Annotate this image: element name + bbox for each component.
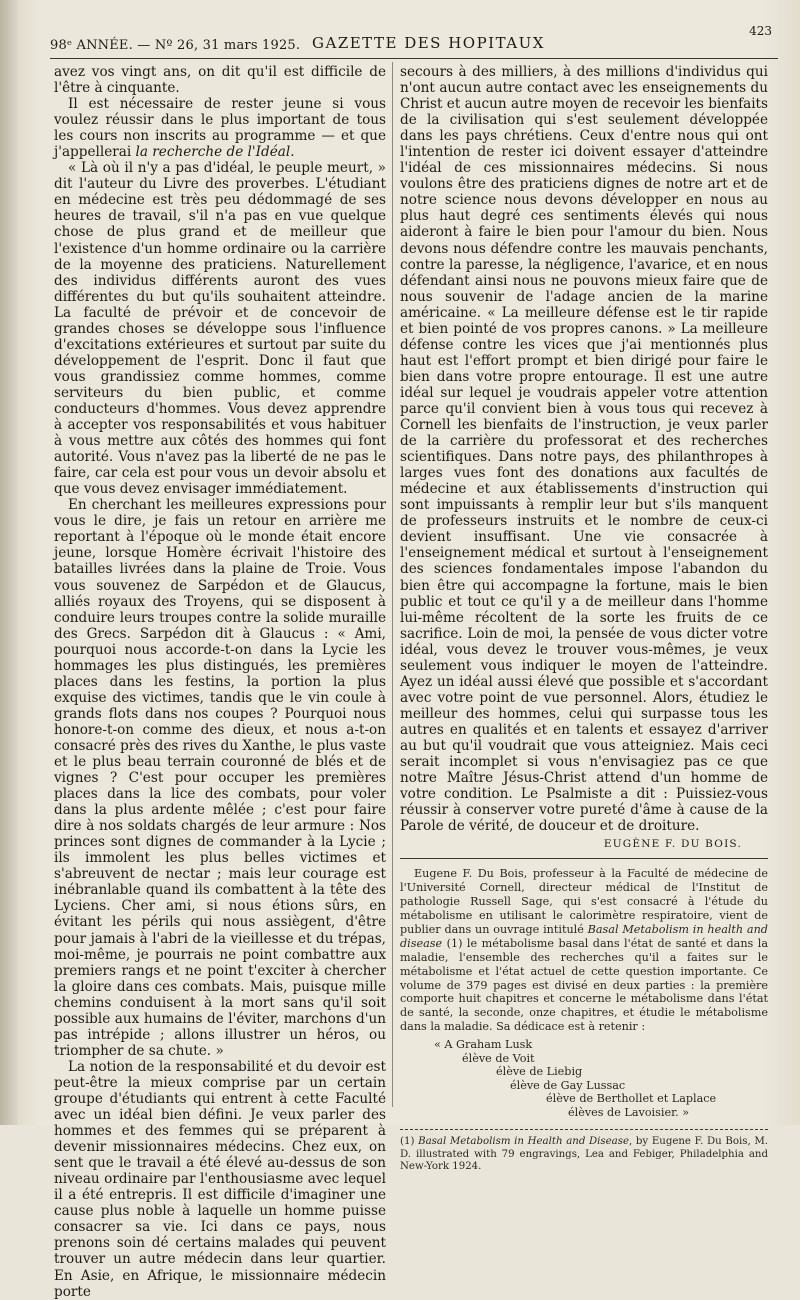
issue-info: 98ᵉ ANNÉE. — Nº 26, 31 mars 1925. — [50, 38, 301, 53]
paragraph: secours à des milliers, à des millions d'individus qui n'ont aucun autre contact avec les enseignements du Christ et aucun autre moyen de recevoir les bienfaits de la civilisation qui s'est seulement développée dans les pays chrétiens. Ceux d'entre nous qui ont l'intention de rester ici doivent essayer d'atteindre l'idéal de ces missionnaires médecins. Si nous voulons être des praticiens dignes de notre art et de notre science nous devons développer en nous au plus haut degré ces sentiments élevés qui nous aideront à faire le bien pour l'amour du bien. Nous devons nous défendre contre les mauvais penchants, contre la paresse, la négligence, l'avarice, et en nous défendant ainsi nous ne pouvons mieux faire que de nous souvenir de l'adage ancien de la marine américaine. « La meilleure défense est le tir rapide et bien pointé de vos propres canons. » La meilleure défense contre les vices que j'ai mentionnés plus haut est l'effort prompt et bien dirigé pour faire le bien dans votre propre entourage. Il est une autre idéal sur lequel je voudrais appeler votre attention parce qu'il convient bien à vous tous qui recevez à Cornell les bienfaits de l'instruction, je veux parler de la carrière du professorat et des recherches scientifiques. Dans notre pays, des philanthropes à larges vues font des donations aux facultés de médecine et aux établissements d'instruction qui sont impuissants à remplir leur but s'ils manquent de professeurs instruits et le nombre de ceux-ci devient insuffisant. Une vie consacrée à l'enseignement médical et surtout à l'enseignement des sciences fondamentales impose l'abandon du bien être qui accompagne la fortune, mais le bien public et tout ce qu'il y a de meilleur dans l'homme lui-même récoltent de la sorte les fruits de ce sacrifice. Loin de moi, la pensée de vous dicter votre idéal, vous devez le trouver vous-mêmes, je veux seulement vous indiquer le moyen de l'atteindre. Ayez un idéal aussi élevé que possible et s'accordant avec votre point de vue personnel. Alors, étudiez le meilleur des hommes, celui qui surpasse tous les autres en qualités et en talents et essayez d'arriver au but qu'il voudrait que vous atteigniez. Mais ceci serait incomplet si vous n'envisagiez pas ce que notre Maître Jésus-Christ attend d'un homme de votre condition. Le Psalmiste a dit : Puissiez-vous réussir à conserver votre pureté d'âme à cause de la Parole de vérité, de douceur et de droiture. — [400, 64, 768, 835]
paragraph: En cherchant les meilleures expressions pour vous le dire, je fais un retour en arrière me reportant à l'époque où le monde était encore jeune, lorsque Homère écrivait l'histoire des batailles livrées dans la plaine de Troie. Vous vous souvenez de Sarpédon et de Glaucus, alliés royaux des Troyens, qui se disposent à conduire leurs troupes contre la solide muraille des Grecs. Sarpédon dit à Glaucus : « Ami, pourquoi nous accorde-t-on dans la Lycie les hommages les plus distingués, les premières places dans les festins, la portion la plus exquise des victimes, tandis que le vin coule à grands flots dans nos coupes ? Pourquoi nous honore-t-on comme des dieux, et nous a-t-on consacré près des rives du Xanthe, le plus vaste et le plus beau terrain couronné de blés et de vignes ? C'est pour occuper les premières places dans la lice des combats, pour voler dans la plus ardente mêlée ; c'est pour faire dire à nos soldats chargés de leur armure : Nos princes sont dignes de commander à la Lycie ; ils immolent les plus belles victimes et s'abreuvent de nectar ; mais leur courage est inébranlable quand ils combattent à la tête des Lyciens. Cher ami, si nous étions sûrs, en évitant les périls qui nous assiègent, d'être pour jamais à l'abri de la vieillesse et du trépas, moi-même, je pourrais ne point combattre aux premiers rangs et ne point t'exciter à chercher la gloire dans ces combats. Mais, puisque mille chemins conduisent à la mort sans qu'il soit possible aux humains de l'éviter, marchons d'un pas intrépide ; allons illustrer un héros, ou triompher de sa chute. » — [54, 497, 386, 1059]
paragraph: La notion de la responsabilité et du devoir est peut-être la mieux comprise par un certain groupe d'étudiants qui entrent à cette Faculté avec un idéal bien défini. Je veux parler des hommes et des femmes qui se préparent à devenir missionnaires médecins. Chez eux, on sent que le travail a été élevé au-dessus de son niveau ordinaire par l'enthousiasme avec lequel il a été entrepris. Il est difficile d'imaginer une cause plus noble à laquelle un homme puisse consacrer sa vie. Ici dans ce pays, nous prenons soin dé certains malades qui peuvent trouver un autre médecin dans leur quartier. En Asie, en Afrique, le missionnaire médecin porte — [54, 1058, 386, 1300]
book-notice — [400, 867, 768, 1174]
notice-paragraph — [400, 867, 768, 1034]
emphasis-text: la recherche de l'Idéal. — [135, 144, 295, 161]
footnote-title: Basal Metabolism in Health and Disease — [418, 1136, 630, 1148]
notice-text: Eugene F. Du Bois, professeur à la Faculté de médecine de l'Université Cornell, directeur médical de l'Institut de pathologie Russell Sage, qui s'est consacré à l'étude du métabolisme en utilisant le calorimètre respiratoire, vient de publier dans un ouvrage intitulé — [400, 867, 768, 936]
journal-title: GAZETTE DES HOPITAUX — [312, 34, 545, 52]
footnote-number: (1) — [400, 1136, 419, 1148]
page-header — [50, 24, 778, 59]
dedication — [400, 1038, 768, 1119]
left-column — [54, 64, 386, 1300]
dedication-line: élève de Berthollet et Laplace — [546, 1092, 717, 1106]
column-divider — [392, 62, 393, 1107]
footnote-rule — [400, 1129, 768, 1130]
dedication-line: élève de Liebig — [496, 1065, 583, 1079]
paragraph — [54, 96, 386, 160]
page-binding-edge — [0, 0, 18, 1125]
notice-text: (1) le métabolisme basal dans l'état de santé et dans la maladie, l'ensemble des recherches qu'il a faites sur le métabolisme et l'état actuel de cette question importante. Ce volume de 379 pages est divisé en deux parties : la première comporte huit chapitres et concerne le métabolisme dans l'état de santé, la seconde, onze chapitres, et étudie le métabolisme dans la maladie. Sa dédicace est à retenir : — [400, 936, 768, 1034]
dedication-line: élève de Voit — [462, 1051, 535, 1065]
dedication-line: élèves de Lavoisier. » — [568, 1105, 690, 1119]
footnote — [400, 1136, 768, 1174]
book-title: Basal Metabolism in health and disease — [400, 922, 768, 950]
right-column — [400, 64, 768, 1174]
paragraph: avez vos vingt ans, on dit qu'il est difficile de l'être à cinquante. — [54, 64, 386, 97]
dedication-line: élève de Gay Lussac — [510, 1078, 626, 1092]
footnote-text: , by Eugene F. Du Bois, M. D. illustrated with 79 engravings, Lea and Febiger, Philadelphia and New-York 1924. — [400, 1136, 769, 1173]
dedication-line: « A Graham Lusk — [434, 1038, 533, 1052]
section-rule — [400, 858, 768, 859]
author-signature: EUGÈNE F. DU BOIS. — [603, 838, 742, 851]
paragraph: « Là où il n'y a pas d'idéal, le peuple meurt, » dit l'auteur du Livre des proverbes. L'étudiant en médecine est très peu dédommagé de ses heures de travail, s'il n'a pas en vue quelque chose de plus grand et de meilleur que l'existence d'un homme ordinaire ou la carrière de la moyenne des praticiens. Naturellement des individus différents auront des vues différentes du but qu'ils souhaitent atteindre. La faculté de prévoir et de concevoir de grandes choses se développe sous l'influence d'excitations extérieures et surtout par suite du développement de l'esprit. Donc il faut que vous grandissiez comme hommes, comme serviteurs du bien public, et comme conducteurs d'hommes. Vous devez apprendre à accepter vos responsabilités et vous habituer à vous mettre aux côtés des hommes qui font autorité. Vous n'avez pas la liberté de ne pas le faire, car cela est pour vous un devoir absolu et que vous devez envisager immédiatement. — [54, 160, 386, 498]
page-number: 423 — [749, 24, 772, 38]
paragraph-text: Il est nécessaire de rester jeune si vous voulez réussir dans le plus important de tous les cours non inscrits au programme — et que j'appellerai — [54, 96, 386, 161]
